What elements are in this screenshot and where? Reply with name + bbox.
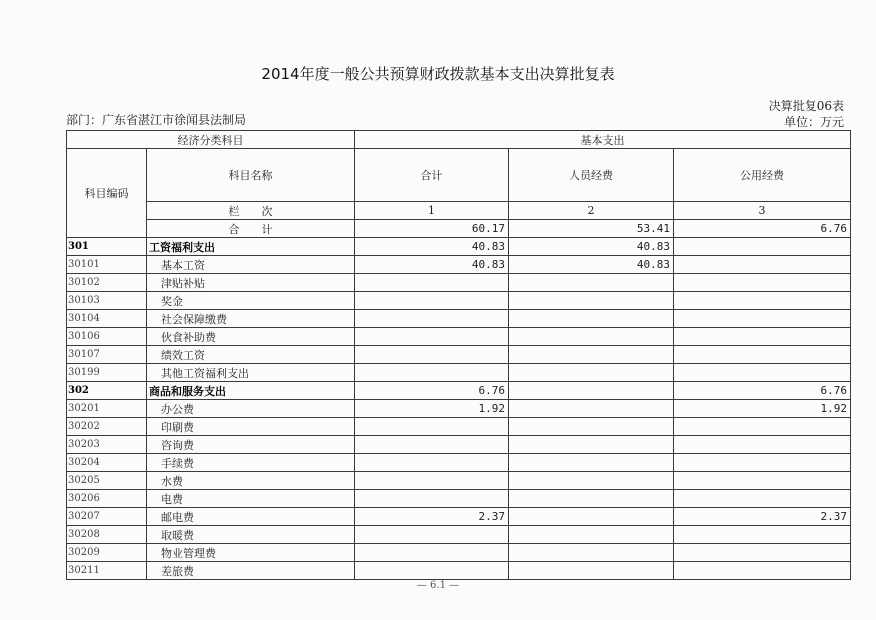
row-personnel	[509, 508, 674, 526]
row-public	[674, 256, 851, 274]
row-personnel	[509, 454, 674, 472]
row-name: 水费	[147, 472, 355, 490]
row-total	[355, 490, 509, 508]
row-code: 301	[67, 238, 147, 256]
row-public: 6.76	[674, 382, 851, 400]
row-personnel: 40.83	[509, 256, 674, 274]
table-row	[67, 274, 851, 292]
row-code: 30102	[67, 274, 147, 292]
table-row	[67, 490, 851, 508]
row-code: 30202	[67, 418, 147, 436]
row-name: 物业管理费	[147, 544, 355, 562]
table-row	[67, 256, 851, 274]
row-code: 30205	[67, 472, 147, 490]
col-code-header: 科目编码	[67, 149, 147, 238]
page-number: — 6.1 —	[416, 580, 460, 591]
total-value: 60.17	[355, 220, 509, 238]
row-code: 302	[67, 382, 147, 400]
row-personnel	[509, 310, 674, 328]
table-row	[67, 436, 851, 454]
row-code: 30204	[67, 454, 147, 472]
col-total-header: 合计	[355, 149, 509, 202]
seq-1: 1	[355, 202, 509, 220]
row-public	[674, 526, 851, 544]
row-total	[355, 526, 509, 544]
row-personnel	[509, 562, 674, 580]
row-total	[355, 346, 509, 364]
row-total: 1.92	[355, 400, 509, 418]
row-total	[355, 472, 509, 490]
column-header-row	[67, 149, 851, 202]
row-personnel	[509, 418, 674, 436]
row-public	[674, 238, 851, 256]
table-row	[67, 382, 851, 400]
table-row	[67, 328, 851, 346]
row-total	[355, 328, 509, 346]
row-personnel	[509, 400, 674, 418]
expenditure-table	[66, 130, 851, 580]
row-public	[674, 562, 851, 580]
row-public	[674, 454, 851, 472]
row-total	[355, 562, 509, 580]
row-total	[355, 310, 509, 328]
row-total	[355, 454, 509, 472]
row-total	[355, 274, 509, 292]
row-public	[674, 418, 851, 436]
row-name: 商品和服务支出	[147, 382, 355, 400]
row-personnel: 40.83	[509, 238, 674, 256]
row-name: 咨询费	[147, 436, 355, 454]
row-name: 邮电费	[147, 508, 355, 526]
row-name: 工资福利支出	[147, 238, 355, 256]
seq-3: 3	[674, 202, 851, 220]
row-public	[674, 346, 851, 364]
table-row	[67, 472, 851, 490]
row-code: 30203	[67, 436, 147, 454]
row-code: 30211	[67, 562, 147, 580]
row-total	[355, 418, 509, 436]
table-row	[67, 292, 851, 310]
table-row	[67, 418, 851, 436]
row-total: 2.37	[355, 508, 509, 526]
unit-label: 单位：万元	[783, 115, 844, 129]
row-public	[674, 490, 851, 508]
total-public-value: 6.76	[674, 220, 851, 238]
row-total	[355, 544, 509, 562]
col-public-header: 公用经费	[674, 149, 851, 202]
row-code: 30103	[67, 292, 147, 310]
row-personnel	[509, 292, 674, 310]
row-personnel	[509, 274, 674, 292]
table-row	[67, 400, 851, 418]
group-header-row	[67, 131, 851, 149]
row-personnel	[509, 490, 674, 508]
row-total: 40.83	[355, 256, 509, 274]
row-name: 基本工资	[147, 256, 355, 274]
row-public	[674, 472, 851, 490]
form-code: 决算批复06表	[768, 99, 844, 113]
row-personnel	[509, 526, 674, 544]
row-name: 绩效工资	[147, 346, 355, 364]
table-row	[67, 346, 851, 364]
row-public	[674, 364, 851, 382]
row-public	[674, 436, 851, 454]
department-label: 部门：广东省湛江市徐闻县法制局	[66, 113, 247, 127]
row-code: 30106	[67, 328, 147, 346]
row-public	[674, 328, 851, 346]
row-name: 奖金	[147, 292, 355, 310]
total-row	[67, 220, 851, 238]
row-personnel	[509, 472, 674, 490]
row-public	[674, 310, 851, 328]
row-personnel	[509, 328, 674, 346]
table-row	[67, 310, 851, 328]
row-total: 6.76	[355, 382, 509, 400]
row-code: 30206	[67, 490, 147, 508]
table-row	[67, 364, 851, 382]
row-total	[355, 436, 509, 454]
economic-class-header: 经济分类科目	[67, 131, 355, 149]
col-personnel-header: 人员经费	[509, 149, 674, 202]
row-name: 伙食补助费	[147, 328, 355, 346]
row-public: 1.92	[674, 400, 851, 418]
row-personnel	[509, 382, 674, 400]
sequence-row	[67, 202, 851, 220]
row-code: 30101	[67, 256, 147, 274]
row-name: 办公费	[147, 400, 355, 418]
table-row	[67, 562, 851, 580]
total-personnel-value: 53.41	[509, 220, 674, 238]
table-row	[67, 454, 851, 472]
row-code: 30209	[67, 544, 147, 562]
row-personnel	[509, 364, 674, 382]
row-name: 手续费	[147, 454, 355, 472]
row-code: 30199	[67, 364, 147, 382]
seq-2: 2	[509, 202, 674, 220]
basic-expenditure-header: 基本支出	[355, 131, 851, 149]
table-row	[67, 526, 851, 544]
row-code: 30207	[67, 508, 147, 526]
row-personnel	[509, 346, 674, 364]
row-public	[674, 292, 851, 310]
row-public	[674, 544, 851, 562]
row-code: 30208	[67, 526, 147, 544]
page-title: 2014年度一般公共预算财政拨款基本支出决算批复表	[261, 65, 615, 83]
row-public: 2.37	[674, 508, 851, 526]
row-code: 30201	[67, 400, 147, 418]
row-public	[674, 274, 851, 292]
row-name: 印刷费	[147, 418, 355, 436]
row-total	[355, 292, 509, 310]
table-row	[67, 508, 851, 526]
row-code: 30104	[67, 310, 147, 328]
row-name: 其他工资福利支出	[147, 364, 355, 382]
row-personnel	[509, 544, 674, 562]
row-total: 40.83	[355, 238, 509, 256]
seq-label: 栏 次	[147, 202, 355, 220]
total-label: 合 计	[147, 220, 355, 238]
row-name: 社会保障缴费	[147, 310, 355, 328]
row-name: 电费	[147, 490, 355, 508]
row-personnel	[509, 436, 674, 454]
row-name: 差旅费	[147, 562, 355, 580]
row-name: 津贴补贴	[147, 274, 355, 292]
row-name: 取暖费	[147, 526, 355, 544]
row-total	[355, 364, 509, 382]
row-code: 30107	[67, 346, 147, 364]
table-row	[67, 544, 851, 562]
table-row	[67, 238, 851, 256]
col-name-header: 科目名称	[147, 149, 355, 202]
